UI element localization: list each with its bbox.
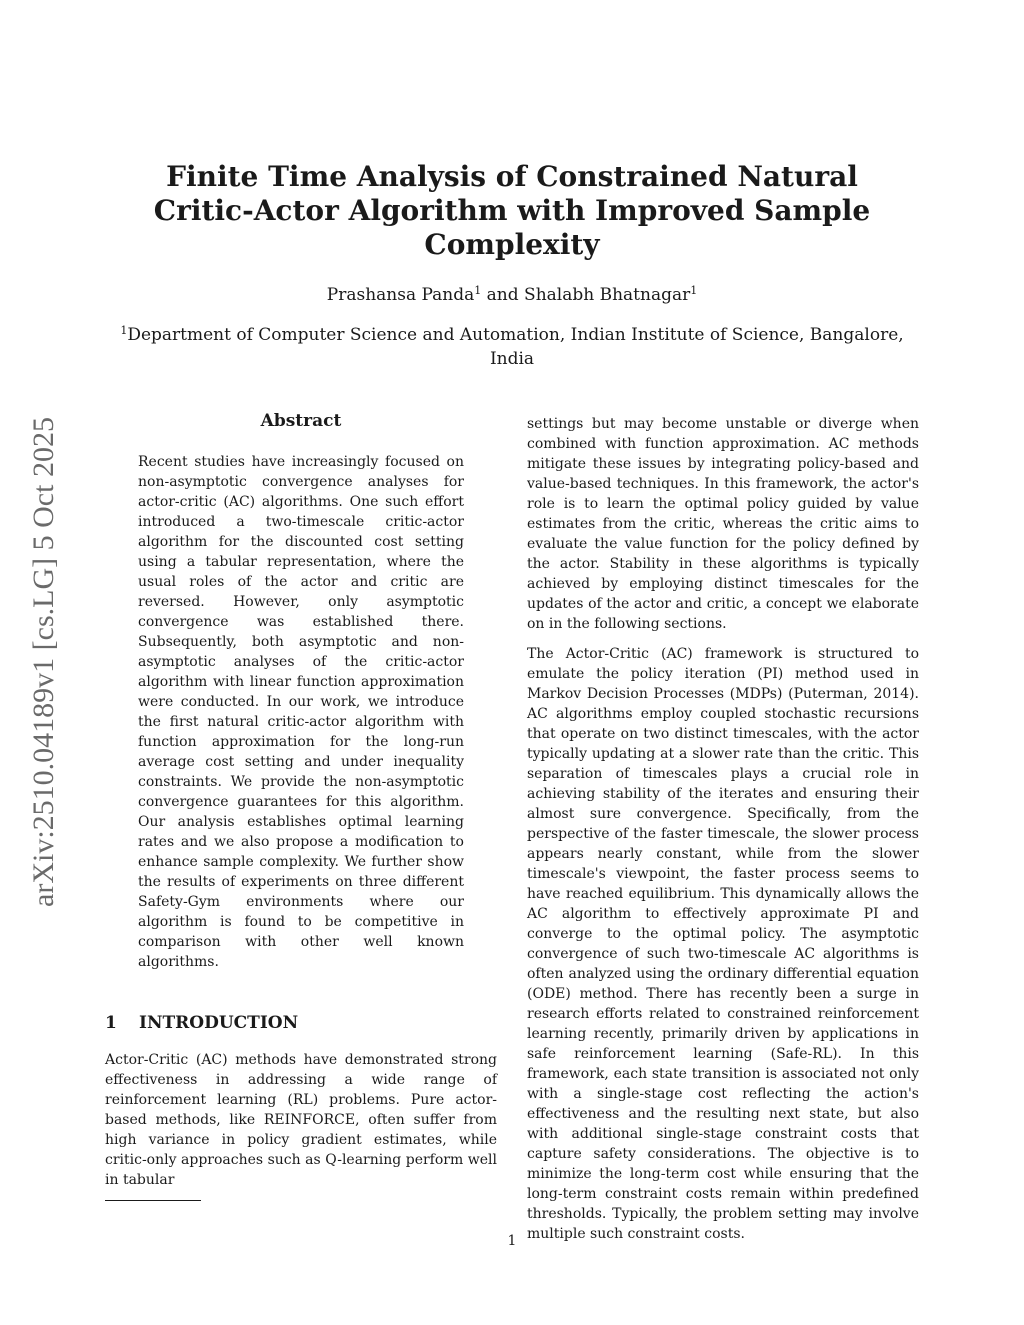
author-name: Shalabh Bhatnagar [524,285,691,305]
right-column [527,414,919,1244]
affiliation-mark: 1 [690,284,698,297]
footnote-rule [105,1200,201,1201]
section-title: INTRODUCTION [139,1013,299,1033]
abstract-body: Recent studies have increasingly focused on non-asymptotic convergence analyses for actor-critic (AC) algorithms. One such effort introduced a two-timescale critic-actor algorithm for the discounted cost setting using a tabular representation, where the usual roles of the actor and critic are reversed. However, only asymptotic convergence was established there. Subsequently, both asymptotic and non-asymptotic analyses of the critic-actor algorithm with linear function approximation were conducted. In our work, we introduce the first natural critic-actor algorithm with function approximation for the long-run average cost setting and under inequality constraints. We provide the non-asymptotic convergence guarantees for this algorithm. Our analysis establishes optimal learning rates and we also propose a modification to enhance sample complexity. We further show the results of experiments on three different Safety-Gym environments where our algorithm is found to be competitive in comparison with other well known algorithms. [138,454,464,970]
author-separator: and [486,285,519,305]
page-number: 1 [507,1233,517,1249]
affiliation-mark: 1 [120,324,128,337]
paper-title: Finite Time Analysis of Constrained Natural Critic-Actor Algorithm with Improved Sample Complexity [153,160,871,261]
intro-paragraph-part-2: settings but may become unstable or diverge when combined with function approximation. AC methods mitigate these issues by integrating policy-based and value-based techniques. In this framework, the actor's role is to learn the optimal policy guided by value estimates from the critic, whereas the critic aims to evaluate the value function for the policy defined by the actor. Stability in these algorithms is typically achieved by employing distinct timescales for the updates of the actor and critic, a concept we elaborate on in the following sections. [527,416,919,632]
intro-paragraph-part-1: Actor-Critic (AC) methods have demonstrated strong effectiveness in addressing a wide range of reinforcement learning (RL) problems. Pure actor-based methods, like REINFORCE, often suffer from high variance in policy gradient estimates, while critic-only approaches such as Q-learning perform well in tabular [105,1052,497,1188]
affiliation-mark: 1 [474,284,482,297]
author-name: Prashansa Panda [326,285,475,305]
section-number: 1 [105,1013,117,1033]
section-heading [105,1012,497,1034]
intro-paragraph-2: The Actor-Critic (AC) framework is structured to emulate the policy iteration (PI) method used in Markov Decision Processes (MDPs) (Puterman, 2014). AC algorithms employ coupled stochastic recursions that operate on two distinct timescales, with the actor typically updating at a slower rate than the critic. This separation of timescales plays a crucial role in achieving stability of the iterates and ensuring their almost sure convergence. Specifically, from the perspective of the faster timescale, the slower process appears nearly constant, while from the slower timescale's viewpoint, the faster process seems to have reached equilibrium. This dynamically allows the AC algorithm to effectively approximate PI and converge to the optimal policy. The asymptotic convergence of such two-timescale AC algorithms is often analyzed using the ordinary differential equation (ODE) method. There has recently been a surge in research efforts related to constrained reinforcement learning recently, primarily driven by applications in safe reinforcement learning (Safe-RL). In this framework, each state transition is associated not only with a single-stage cost reflecting the action's effectiveness and the resulting next state, but also with additional single-stage constraint costs that capture safety considerations. The objective is to minimize the long-term cost while ensuring that the long-term constraint costs remain within predefined thresholds. Typically, the problem setting may involve multiple such constraint costs. [527,646,919,1242]
abstract-heading: Abstract [260,411,342,431]
affiliation-text: Department of Computer Science and Automation, Indian Institute of Science, Bangalore, India [127,325,904,369]
affiliation [110,323,914,371]
author-list [150,283,874,307]
arxiv-identifier-stamp: arXiv:2510.04189v1 [cs.LG] 5 Oct 2025 [27,417,60,907]
left-column [105,410,497,1201]
